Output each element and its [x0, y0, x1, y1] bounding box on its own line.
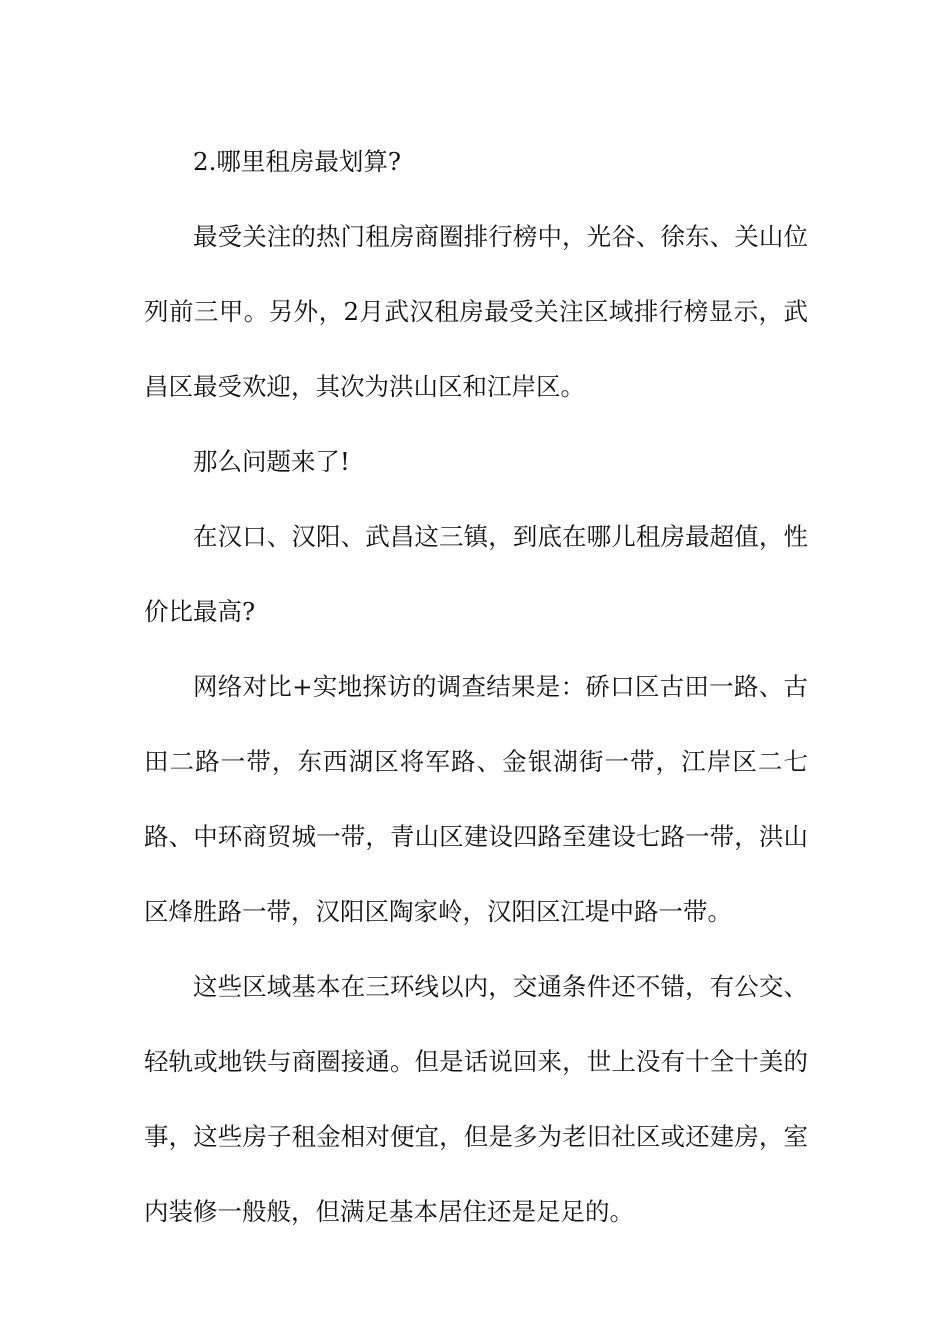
section-heading: 2.哪里租房最划算?	[193, 147, 402, 176]
paragraph-survey-results: 网络对比+实地探访的调查结果是：硚口区古田一路、古田二路一带，东西湖区将军路、金银湖街一带，江岸区二七路、中环商贸城一带，青山区建设四路至建设七路一带，洪山区烽胜路一带，汉阳区陶家岭，汉阳区江堤中路一带。	[144, 672, 808, 926]
paragraph-question: 那么问题来了!	[193, 447, 350, 476]
paragraph-conclusion: 这些区域基本在三环线以内，交通条件还不错，有公交、轻轨或地铁与商圈接通。但是话说回来，世上没有十全十美的事，这些房子租金相对便宜，但是多为老旧社区或还建房，室内装修一般般，但满足基本居住还是足足的。	[144, 972, 808, 1226]
paragraph-popular-areas: 最受关注的热门租房商圈排行榜中，光谷、徐东、关山位列前三甲。另外，2月武汉租房最受关注区域排行榜显示，武昌区最受欢迎，其次为洪山区和江岸区。	[144, 222, 808, 401]
paragraph-best-value: 在汉口、汉阳、武昌这三镇，到底在哪儿租房最超值，性价比最高?	[144, 522, 808, 626]
document-body	[144, 124, 808, 1249]
